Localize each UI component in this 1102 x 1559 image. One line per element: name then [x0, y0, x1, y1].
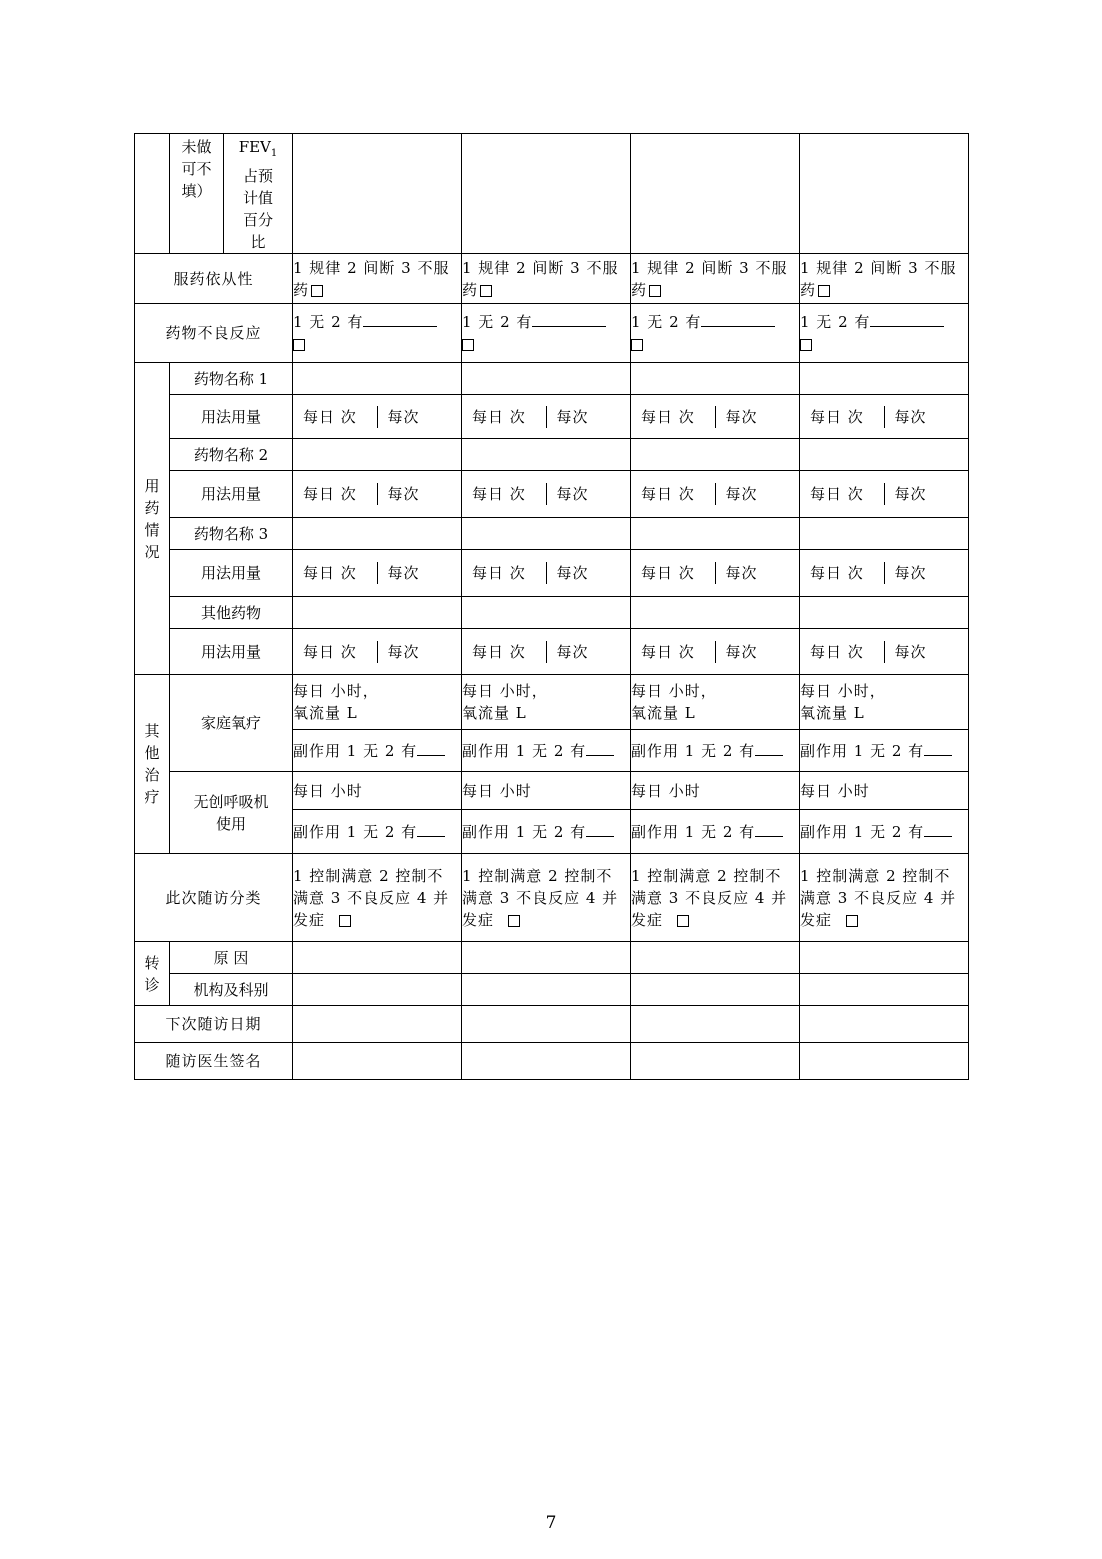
per-day: 每日 次: [800, 483, 885, 505]
adherence-options: 药: [800, 280, 817, 299]
per-day: 每日 次: [462, 483, 547, 505]
side-effect-visit-2[interactable]: [462, 810, 631, 854]
per-time: 每次: [725, 642, 758, 661]
next-date-row: [135, 1006, 969, 1043]
per-time: 每次: [556, 564, 589, 582]
adherence-visit-3[interactable]: [631, 254, 800, 304]
fill-blank[interactable]: [586, 741, 614, 756]
follow-up-form-table: [134, 133, 969, 1080]
drug3-label: 药物名称 3: [170, 518, 293, 550]
drug1-row: [135, 363, 969, 395]
other-drug-visit-1[interactable]: [293, 597, 462, 629]
therapy-label-char: 他: [144, 744, 160, 762]
dosage-visit-3[interactable]: [631, 550, 800, 597]
doctor-sign-visit-4[interactable]: [800, 1043, 969, 1080]
doctor-sign-label: 随访医生签名: [135, 1043, 293, 1080]
classification-visit-1[interactable]: [293, 854, 462, 942]
oxygen-row: [135, 675, 969, 730]
checkbox[interactable]: [480, 285, 492, 297]
referral-reason-visit-1[interactable]: [293, 942, 462, 974]
next-date-visit-1[interactable]: [293, 1006, 462, 1043]
per-time: 每次: [387, 407, 420, 426]
other-drug-visit-4[interactable]: [800, 597, 969, 629]
drug1-visit-2[interactable]: [462, 363, 631, 395]
fev-note-line: 填）: [181, 182, 212, 200]
classification-label: 此次随访分类: [135, 854, 293, 942]
oxygen-visit-3[interactable]: [631, 675, 800, 730]
referral-institution-visit-1[interactable]: [293, 974, 462, 1006]
dosage-label: 用法用量: [170, 395, 293, 439]
referral-reason-visit-3[interactable]: [631, 942, 800, 974]
classification-options: 发症: [800, 910, 833, 929]
checkbox[interactable]: [339, 915, 351, 927]
checkbox[interactable]: [508, 915, 520, 927]
dosage-label: 用法用量: [170, 550, 293, 597]
referral-institution-visit-3[interactable]: [631, 974, 800, 1006]
per-time: 每次: [725, 407, 758, 426]
dosage-label: 用法用量: [170, 629, 293, 675]
dosage-visit-2[interactable]: [462, 471, 631, 518]
per-time: 每次: [894, 642, 927, 661]
side-effect-options: 副作用 1 无 2 有: [293, 741, 418, 760]
oxygen-flow: 氧流量 L: [800, 704, 865, 722]
fev1-visit-3[interactable]: [631, 134, 800, 254]
fev-label-line: 比: [250, 233, 266, 251]
fev-note: [170, 134, 224, 254]
checkbox[interactable]: [311, 285, 323, 297]
per-day: 每日 次: [631, 406, 716, 428]
adherence-options: 1 规律 2 间断 3 不服: [800, 258, 957, 277]
adverse-options: 1 无 2 有: [800, 313, 871, 331]
side-effect-options: 副作用 1 无 2 有: [800, 822, 925, 841]
fill-blank[interactable]: [870, 312, 944, 327]
fev-group-blank: [135, 134, 170, 254]
side-effect-options: 副作用 1 无 2 有: [631, 741, 756, 760]
niv-label: [170, 772, 293, 854]
fev-label-line: 计值: [242, 189, 273, 207]
per-day: 每日 次: [631, 483, 716, 505]
referral-group-label: [135, 942, 170, 1006]
checkbox[interactable]: [677, 915, 689, 927]
dosage-visit-4[interactable]: [800, 471, 969, 518]
per-time: 每次: [725, 485, 758, 503]
classification-options: 1 控制满意 2 控制不: [800, 866, 951, 885]
page-number: 7: [545, 1513, 557, 1533]
niv-visit-2[interactable]: 每日 小时: [462, 772, 631, 810]
medication-label-char: 情: [144, 520, 160, 539]
classification-options: 满意 3 不良反应 4 并: [800, 888, 957, 907]
side-effect-visit-4[interactable]: [800, 730, 969, 772]
fill-blank[interactable]: [701, 312, 775, 327]
checkbox[interactable]: [800, 339, 812, 351]
per-time: 每次: [556, 642, 589, 661]
classification-options: 1 控制满意 2 控制不: [293, 866, 444, 885]
dosage-visit-2[interactable]: [462, 550, 631, 597]
oxygen-label: 家庭氧疗: [170, 675, 293, 772]
checkbox[interactable]: [818, 285, 830, 297]
dosage-row: [135, 550, 969, 597]
oxygen-hours: 每日 小时，: [462, 682, 548, 700]
oxygen-flow: 氧流量 L: [293, 704, 358, 722]
referral-reason-visit-2[interactable]: [462, 942, 631, 974]
drug2-visit-2[interactable]: [462, 439, 631, 471]
dosage-row: [135, 629, 969, 675]
fev1-row: [135, 134, 969, 254]
classification-visit-3[interactable]: [631, 854, 800, 942]
other-drug-visit-2[interactable]: [462, 597, 631, 629]
adherence-options: 1 规律 2 间断 3 不服: [462, 258, 619, 277]
adherence-options: 药: [293, 280, 310, 299]
per-day: 每日 次: [293, 483, 378, 505]
per-day: 每日 次: [631, 641, 716, 663]
per-time: 每次: [894, 407, 927, 426]
therapy-label-char: 治: [144, 766, 160, 784]
checkbox[interactable]: [462, 339, 474, 351]
classification-options: 满意 3 不良反应 4 并: [631, 888, 788, 907]
drug2-visit-3[interactable]: [631, 439, 800, 471]
next-date-visit-4[interactable]: [800, 1006, 969, 1043]
drug1-visit-4[interactable]: [800, 363, 969, 395]
per-time: 每次: [387, 564, 420, 582]
niv-visit-1[interactable]: 每日 小时: [293, 772, 462, 810]
drug2-visit-4[interactable]: [800, 439, 969, 471]
referral-label-char: 诊: [144, 975, 160, 994]
per-time: 每次: [556, 485, 589, 503]
per-time: 每次: [556, 407, 589, 426]
classification-visit-2[interactable]: [462, 854, 631, 942]
fill-blank[interactable]: [417, 741, 445, 756]
niv-label-line: 无创呼吸机: [193, 792, 269, 811]
adherence-visit-2[interactable]: [462, 254, 631, 304]
next-date-visit-3[interactable]: [631, 1006, 800, 1043]
side-effect-options: 副作用 1 无 2 有: [462, 822, 587, 841]
referral-reason-label: 原 因: [170, 942, 293, 974]
drug3-visit-1[interactable]: [293, 518, 462, 550]
niv-visit-4[interactable]: 每日 小时: [800, 772, 969, 810]
checkbox[interactable]: [631, 339, 643, 351]
referral-institution-row: [135, 974, 969, 1006]
adverse-visit-1[interactable]: [293, 304, 462, 363]
per-day: 每日 次: [293, 406, 378, 428]
dosage-visit-4[interactable]: [800, 629, 969, 675]
fill-blank[interactable]: [363, 312, 437, 327]
fill-blank[interactable]: [924, 741, 952, 756]
oxygen-visit-4[interactable]: [800, 675, 969, 730]
drug3-row: [135, 518, 969, 550]
adherence-options: 1 规律 2 间断 3 不服: [631, 258, 788, 277]
medication-group-label: [135, 363, 170, 675]
medication-label-char: 况: [144, 542, 160, 561]
side-effect-visit-2[interactable]: [462, 730, 631, 772]
per-day: 每日 次: [800, 562, 885, 584]
adverse-options: 1 无 2 有: [293, 313, 364, 331]
side-effect-options: 副作用 1 无 2 有: [800, 741, 925, 760]
side-effect-options: 副作用 1 无 2 有: [462, 741, 587, 760]
oxygen-visit-2[interactable]: [462, 675, 631, 730]
classification-options: 发症: [631, 910, 664, 929]
adverse-row: [135, 304, 969, 363]
fev-label-line: FEV: [238, 138, 271, 156]
other-therapy-group-label: [135, 675, 170, 854]
side-effect-visit-3[interactable]: [631, 810, 800, 854]
dosage-visit-1[interactable]: [293, 629, 462, 675]
fev-label-line: 百分: [242, 211, 273, 229]
per-day: 每日 次: [800, 641, 885, 663]
fev-label-line: 占预: [242, 167, 273, 185]
dosage-visit-3[interactable]: [631, 395, 800, 439]
oxygen-hours: 每日 小时，: [631, 682, 717, 700]
dosage-visit-4[interactable]: [800, 395, 969, 439]
referral-institution-label: 机构及科别: [170, 974, 293, 1006]
drug1-visit-3[interactable]: [631, 363, 800, 395]
dosage-visit-3[interactable]: [631, 471, 800, 518]
fev-note-line: 未做: [181, 138, 212, 156]
adherence-visit-1[interactable]: [293, 254, 462, 304]
classification-options: 发症: [462, 910, 495, 929]
doctor-sign-row: [135, 1043, 969, 1080]
per-day: 每日 次: [293, 562, 378, 584]
adherence-label: 服药依从性: [135, 254, 293, 304]
fev1-visit-4[interactable]: [800, 134, 969, 254]
per-day: 每日 次: [800, 406, 885, 428]
drug3-visit-4[interactable]: [800, 518, 969, 550]
next-date-label: 下次随访日期: [135, 1006, 293, 1043]
referral-label-char: 转: [144, 953, 160, 972]
drug3-visit-3[interactable]: [631, 518, 800, 550]
other-drug-visit-3[interactable]: [631, 597, 800, 629]
referral-institution-visit-4[interactable]: [800, 974, 969, 1006]
classification-row: [135, 854, 969, 942]
doctor-sign-visit-2[interactable]: [462, 1043, 631, 1080]
drug1-visit-1[interactable]: [293, 363, 462, 395]
adverse-visit-2[interactable]: [462, 304, 631, 363]
dosage-visit-3[interactable]: [631, 629, 800, 675]
adverse-visit-4[interactable]: [800, 304, 969, 363]
therapy-label-char: 其: [144, 722, 160, 740]
doctor-sign-visit-3[interactable]: [631, 1043, 800, 1080]
fill-blank[interactable]: [924, 822, 952, 837]
adverse-options: 1 无 2 有: [631, 313, 702, 331]
side-effect-options: 副作用 1 无 2 有: [293, 822, 418, 841]
dosage-row: [135, 395, 969, 439]
oxygen-flow: 氧流量 L: [631, 704, 696, 722]
drug2-label: 药物名称 2: [170, 439, 293, 471]
adverse-label: 药物不良反应: [135, 304, 293, 363]
per-day: 每日 次: [462, 641, 547, 663]
classification-options: 1 控制满意 2 控制不: [631, 866, 782, 885]
checkbox[interactable]: [649, 285, 661, 297]
checkbox[interactable]: [293, 339, 305, 351]
dosage-visit-4[interactable]: [800, 550, 969, 597]
fill-blank[interactable]: [532, 312, 606, 327]
fev1-visit-1[interactable]: [293, 134, 462, 254]
adverse-visit-3[interactable]: [631, 304, 800, 363]
niv-row: [135, 772, 969, 810]
fev-note-line: 可不: [181, 160, 212, 178]
dosage-visit-1[interactable]: [293, 471, 462, 518]
side-effect-visit-3[interactable]: [631, 730, 800, 772]
medication-label-char: 用: [144, 476, 160, 495]
classification-options: 1 控制满意 2 控制不: [462, 866, 613, 885]
fev1-label: [224, 134, 293, 254]
adverse-options: 1 无 2 有: [462, 313, 533, 331]
oxygen-hours: 每日 小时，: [800, 682, 886, 700]
niv-visit-3[interactable]: 每日 小时: [631, 772, 800, 810]
doctor-sign-visit-1[interactable]: [293, 1043, 462, 1080]
oxygen-flow: 氧流量 L: [462, 704, 527, 722]
dosage-visit-1[interactable]: [293, 395, 462, 439]
referral-reason-row: [135, 942, 969, 974]
per-day: 每日 次: [462, 562, 547, 584]
medication-label-char: 药: [144, 498, 160, 517]
oxygen-visit-1[interactable]: [293, 675, 462, 730]
adherence-options: 药: [462, 280, 479, 299]
fill-blank[interactable]: [755, 822, 783, 837]
referral-reason-visit-4[interactable]: [800, 942, 969, 974]
side-effect-visit-1[interactable]: [293, 810, 462, 854]
side-effect-visit-4[interactable]: [800, 810, 969, 854]
dosage-visit-2[interactable]: [462, 629, 631, 675]
fill-blank[interactable]: [417, 822, 445, 837]
dosage-visit-2[interactable]: [462, 395, 631, 439]
per-day: 每日 次: [462, 406, 547, 428]
other-drug-label: 其他药物: [170, 597, 293, 629]
per-time: 每次: [894, 564, 927, 582]
next-date-visit-2[interactable]: [462, 1006, 631, 1043]
dosage-row: [135, 471, 969, 518]
classification-options: 发症: [293, 910, 326, 929]
adherence-visit-4[interactable]: [800, 254, 969, 304]
fev-subscript: 1: [270, 148, 278, 159]
dosage-label: 用法用量: [170, 471, 293, 518]
checkbox[interactable]: [846, 915, 858, 927]
oxygen-hours: 每日 小时，: [293, 682, 379, 700]
classification-options: 满意 3 不良反应 4 并: [462, 888, 619, 907]
therapy-label-char: 疗: [144, 788, 160, 806]
fill-blank[interactable]: [755, 741, 783, 756]
fill-blank[interactable]: [586, 822, 614, 837]
dosage-visit-1[interactable]: [293, 550, 462, 597]
referral-institution-visit-2[interactable]: [462, 974, 631, 1006]
drug2-visit-1[interactable]: [293, 439, 462, 471]
classification-visit-4[interactable]: [800, 854, 969, 942]
adherence-options: 1 规律 2 间断 3 不服: [293, 258, 450, 277]
drug3-visit-2[interactable]: [462, 518, 631, 550]
drug2-row: [135, 439, 969, 471]
side-effect-visit-1[interactable]: [293, 730, 462, 772]
per-time: 每次: [894, 485, 927, 503]
side-effect-options: 副作用 1 无 2 有: [631, 822, 756, 841]
other-drug-row: [135, 597, 969, 629]
per-time: 每次: [387, 485, 420, 503]
per-day: 每日 次: [293, 641, 378, 663]
drug1-label: 药物名称 1: [170, 363, 293, 395]
fev1-visit-2[interactable]: [462, 134, 631, 254]
classification-options: 满意 3 不良反应 4 并: [293, 888, 450, 907]
adherence-options: 药: [631, 280, 648, 299]
per-day: 每日 次: [631, 562, 716, 584]
adherence-row: [135, 254, 969, 304]
per-time: 每次: [387, 642, 420, 661]
niv-label-line: 使用: [215, 814, 246, 833]
per-time: 每次: [725, 564, 758, 582]
